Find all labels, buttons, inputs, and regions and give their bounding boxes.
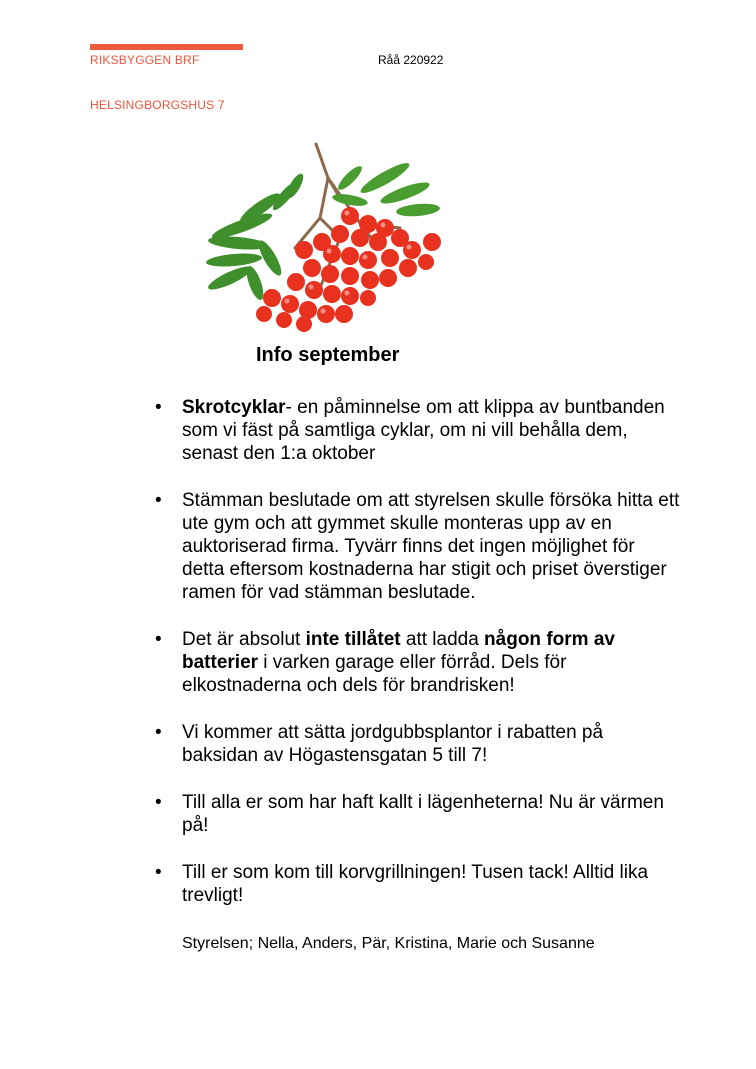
list-item <box>150 861 680 907</box>
list-item-text: Till alla er som har haft kallt i lägenheterna! Nu är värmen på! <box>182 792 664 836</box>
bullet-icon: • <box>155 862 162 883</box>
list-item <box>150 791 680 837</box>
list-item-text: att ladda <box>400 629 485 650</box>
list-item-text: i varken garage eller förråd. Dels för elkostnaderna och dels för brandrisken! <box>182 652 567 696</box>
page-title: Info september <box>256 344 400 366</box>
list-item-text: någon form av batterier <box>182 629 615 673</box>
list-item-text: Vi kommer att sätta jordgubbsplantor i rabatten på baksidan av Högastensgatan 5 till 7! <box>182 722 604 766</box>
date-line: Råå 220922 <box>378 53 444 67</box>
list-item-text: - en påminnelse om att klippa av buntbanden som vi fäst på samtliga cyklar, om ni vill behålla dem, senast den 1:a oktober <box>182 397 665 464</box>
org-name: RIKSBYGGEN BRF <box>90 53 200 67</box>
list-item <box>150 489 680 604</box>
bullet-icon: • <box>155 792 162 813</box>
house-name: HELSINGBORGSHUS 7 <box>90 98 225 112</box>
rowan-berries-icon <box>200 138 460 338</box>
bullet-icon: • <box>155 629 162 650</box>
bullet-icon: • <box>155 490 162 511</box>
list-item <box>150 721 680 767</box>
signature: Styrelsen; Nella, Anders, Pär, Kristina, Marie och Susanne <box>182 935 595 952</box>
list-item-text: inte tillåtet <box>305 629 401 650</box>
list-item-text: Skrotcyklar <box>182 397 286 418</box>
list-item-text: Till er som kom till korvgrillningen! Tusen tack! Alltid lika trevligt! <box>182 862 649 906</box>
bullet-icon: • <box>155 722 162 743</box>
list-item-text: Det är absolut <box>182 629 306 650</box>
list-item-text: Stämman beslutade om att styrelsen skulle försöka hitta ett ute gym och att gymmet skulle monteras upp av en auktoriserad firma. Tyvärr finns det ingen möjlighet för detta eftersom kostnaderna har stigit och priset överstiger ramen för vad stämman beslutade. <box>182 490 680 603</box>
list-item <box>150 628 680 697</box>
info-list <box>150 396 680 931</box>
bullet-icon: • <box>155 397 162 418</box>
list-item <box>150 396 680 465</box>
header-accent-bar <box>90 44 243 50</box>
